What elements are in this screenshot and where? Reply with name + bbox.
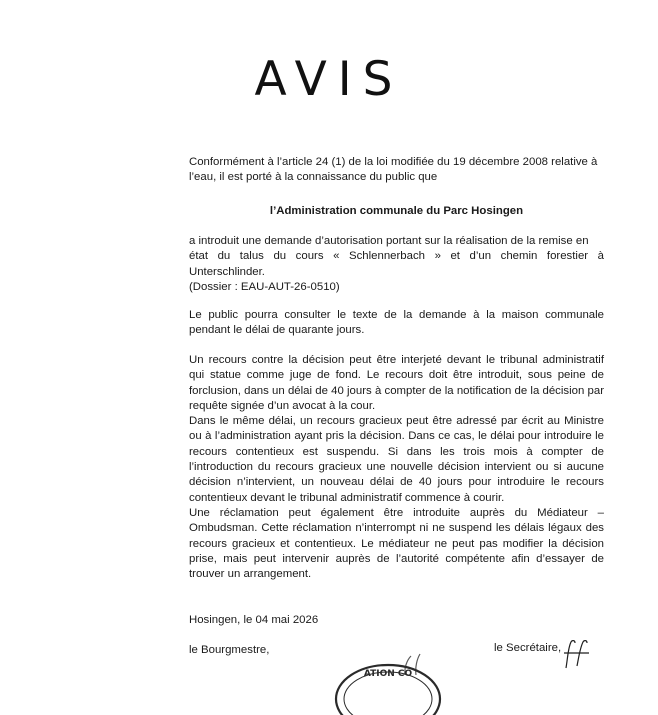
intro-paragraph bbox=[189, 155, 604, 186]
place-date: Hosingen, le 04 mai 2026 bbox=[189, 614, 319, 626]
secretary-label: le Secrétaire, bbox=[494, 642, 562, 654]
request-line: Unterschlinder. bbox=[189, 265, 265, 278]
recourse-line: recours contentieux est suspendu. Si dans les trois mois à compter de bbox=[189, 445, 604, 458]
recourse-line: l’introduction du recours gracieux une nouvelle décision intervient ou si aucune bbox=[189, 461, 604, 474]
request-line: a introduit une demande d’autorisation portant sur la réalisation de la remise en bbox=[189, 235, 589, 247]
recourse-line: qui statue comme juge de fond. Le recours doit être introduit, sous peine de bbox=[189, 369, 604, 382]
stamp-text: ATION CO bbox=[363, 669, 413, 679]
recourse-line: décision n’intervient, un nouveau délai de 40 jours pour introduire le recours bbox=[189, 476, 604, 489]
recourse-line: Dans le même délai, un recours gracieux peut être adressé par écrit au Ministre bbox=[189, 415, 604, 428]
intro-line: Conformément à l’article 24 (1) de la loi modifiée du 19 décembre 2008 relative à bbox=[189, 156, 598, 168]
request-line: état du talus du cours « Schlennerbach » et d’un chemin forestier à bbox=[189, 250, 604, 263]
recourse-line: contentieux devant le tribunal administratif commence à courir. bbox=[189, 491, 505, 504]
request-paragraph bbox=[189, 234, 604, 295]
recourse-line: recours gracieux et contentieux. Le médiateur ne peut pas modifier la décision bbox=[189, 537, 604, 550]
official-stamp bbox=[332, 655, 444, 715]
recourse-line: forclusion, dans un délai de 40 jours à compter de la notification de la décision par bbox=[189, 384, 604, 397]
recourse-line: Un recours contre la décision peut être interjeté devant le tribunal administratif bbox=[189, 354, 604, 366]
mayor-label: le Bourgmestre, bbox=[189, 644, 270, 656]
applicant-name: l’Administration communale du Parc Hosingen bbox=[269, 205, 524, 217]
dossier-reference: (Dossier : EAU-AUT-26-0510) bbox=[189, 280, 340, 293]
recourse-line: Une réclamation peut également être introduite auprès du Médiateur – bbox=[189, 506, 604, 519]
secretary-signature bbox=[560, 636, 594, 670]
recourse-paragraph bbox=[189, 353, 604, 582]
recourse-line: Ombudsman. Cette réclamation n’interrompt ni ne suspend les délais légaux des bbox=[189, 522, 604, 535]
recourse-line: trouver un arrangement. bbox=[189, 568, 312, 581]
recourse-line: prise, mais peut intervenir auprès de l’autorité compétente afin d’essayer de bbox=[189, 552, 604, 565]
consultation-line: pendant le délai de quarante jours. bbox=[189, 324, 365, 337]
consultation-line: Le public pourra consulter le texte de la demande à la maison communale bbox=[189, 309, 604, 321]
recourse-line: ou à l’administration ayant pris la décision. Dans ce cas, le délai pour introduire le bbox=[189, 430, 604, 443]
recourse-line: requête signée d’un avocat à la cour. bbox=[189, 399, 376, 412]
intro-line: l’eau, il est porté à la connaissance du public que bbox=[189, 171, 438, 184]
page-title: AVIS bbox=[254, 52, 404, 107]
consultation-paragraph bbox=[189, 308, 604, 339]
